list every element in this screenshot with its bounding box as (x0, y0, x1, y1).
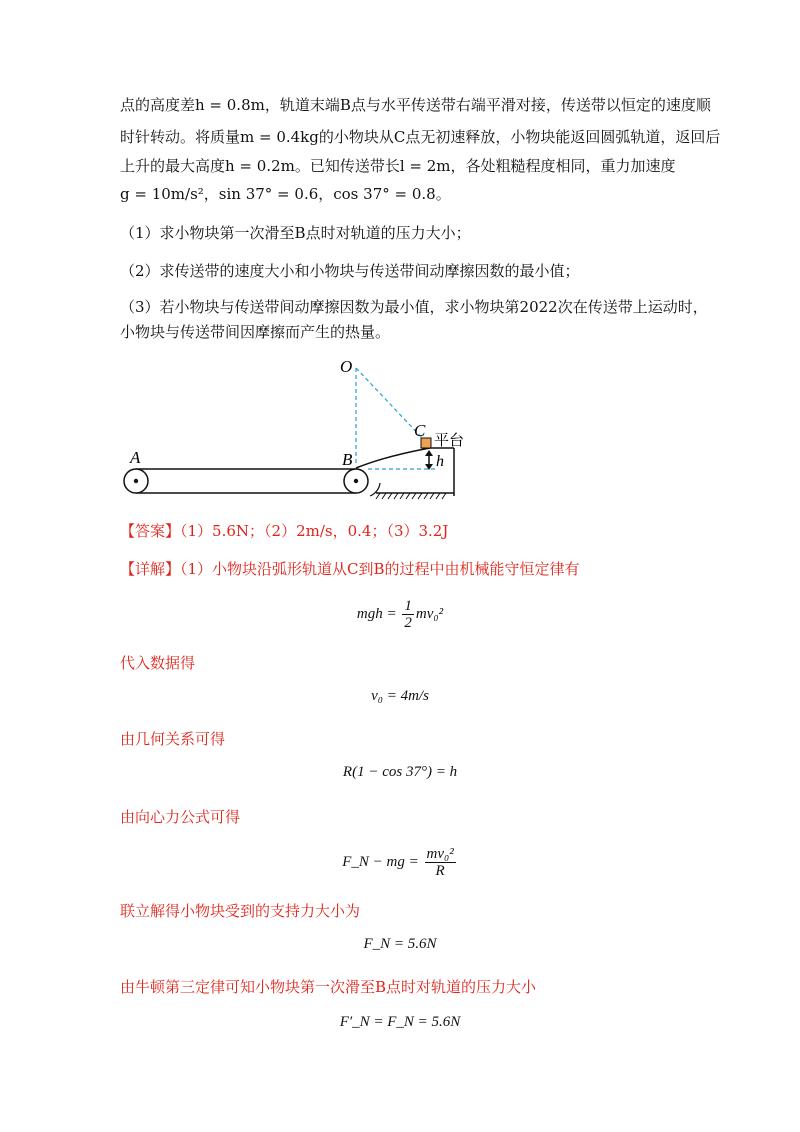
solution-step-2: 代入数据得 (120, 654, 196, 672)
label-A: A (130, 448, 141, 467)
question-3-line-1: （3）若小物块与传送带间动摩擦因数为最小值，求小物块第2022次在传送带上运动时， (120, 298, 708, 316)
eq4-numerator: mv₀² (426, 846, 454, 862)
answer-line (120, 520, 448, 542)
eq1-right: mv₀² (415, 605, 444, 622)
eq1-left: mgh = (356, 605, 397, 622)
question-3-line-2: 小物块与传送带间因摩擦而产生的热量。 (120, 323, 391, 341)
solution-step-5: 联立解得小物块受到的支持力大小为 (120, 902, 361, 920)
label-platform: 平台 (434, 431, 465, 449)
solution-step-3: 由几何关系可得 (120, 730, 226, 748)
question-1: （1）求小物块第一次滑至B点时对轨道的压力大小； (120, 224, 471, 242)
equation-pressure-force: F′_N = F_N = 5.6N (339, 1014, 461, 1030)
eq4-fraction (425, 846, 456, 879)
roller-B-axle (354, 479, 358, 483)
eq4-denominator: R (435, 863, 445, 879)
eq4-left: F_N − mg = (342, 853, 419, 870)
problem-line-4: g = 10m/s²，sin 37° = 0.6，cos 37° = 0.8。 (120, 185, 451, 203)
equation-geometry: R(1 − cos 37°) = h (342, 764, 458, 780)
problem-line-2: 时针转动。将质量m = 0.4kg的小物块从C点无初速释放，小物块能返回圆弧轨道，返回后 (120, 128, 721, 146)
question-2: （2）求传送带的速度大小和小物块与传送带间动摩擦因数的最小值； (120, 262, 580, 280)
equation-velocity: v₀ = 4m/s (371, 688, 429, 704)
eq1-fraction (402, 598, 414, 631)
problem-line-1: 点的高度差h = 0.8m，轨道末端B点与水平传送带右端平滑对接，传送带以恒定的速度顺 (120, 96, 711, 114)
solution-tag: 【详解】 (120, 560, 181, 578)
arc-track (356, 448, 430, 468)
equation-centripetal (0, 846, 800, 879)
answer-tag: 【答案】 (120, 522, 181, 540)
problem-line-3: 上升的最大高度h = 0.2m。已知传送带长l = 2m，各处粗糙程度相同，重力加速度 (120, 157, 676, 175)
equation-energy (0, 598, 800, 631)
ground-hatch (376, 493, 446, 499)
solution-intro (120, 558, 580, 580)
label-B: B (342, 450, 353, 469)
label-O: O (340, 357, 353, 376)
eq1-numerator: 1 (404, 598, 412, 614)
solution-step-6: 由牛顿第三定律可知小物块第一次滑至B点时对轨道的压力大小 (120, 978, 537, 996)
solution-step-4: 由向心力公式可得 (120, 808, 241, 826)
label-C: C (414, 421, 426, 440)
conveyor-track-diagram (118, 350, 478, 510)
label-h: h (436, 453, 444, 470)
solution-intro-text: （1）小物块沿弧形轨道从C到B的过程中由机械能守恒定律有 (180, 560, 580, 578)
height-arrow-head-top (425, 450, 433, 456)
roller-A-axle (134, 479, 138, 483)
answer-text: （1）5.6N；（2）2m/s，0.4；（3）3.2J (180, 522, 449, 540)
eq1-denominator: 2 (404, 615, 412, 631)
roller-guard-arc (370, 483, 380, 496)
equation-support-force: F_N = 5.6N (363, 936, 437, 952)
